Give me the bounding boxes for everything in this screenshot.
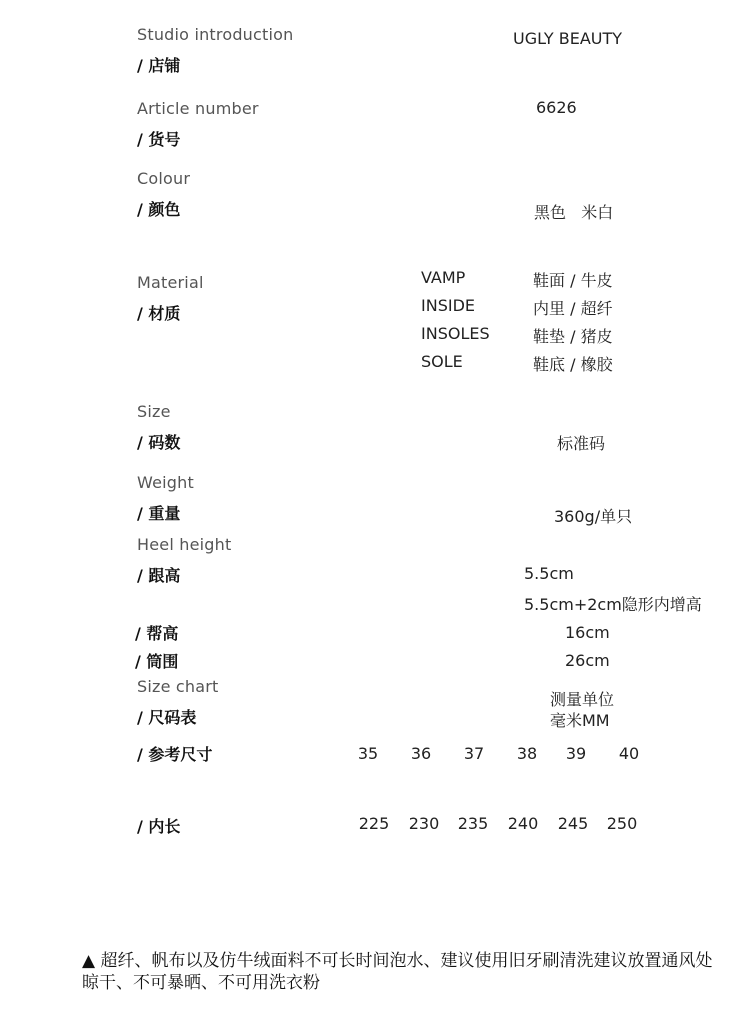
heel-label-cn: / 跟高: [137, 566, 181, 585]
size-chart-label-cn: / 尺码表: [137, 708, 197, 727]
size-chart-label-en: Size chart: [137, 677, 219, 696]
material-desc: 内里 / 超纤: [533, 299, 613, 318]
inner-length-value: 245: [557, 814, 589, 833]
studio-label-en: Studio introduction: [137, 25, 294, 44]
material-label-en: Material: [137, 273, 204, 292]
weight-label-en: Weight: [137, 473, 194, 492]
weight-label-cn: / 重量: [137, 504, 181, 523]
material-label-cn: / 材质: [137, 304, 181, 323]
inner-length-value: 235: [457, 814, 489, 833]
material-desc: 鞋面 / 牛皮: [533, 271, 613, 290]
size-value: 标准码: [557, 434, 606, 453]
colour-label-en: Colour: [137, 169, 191, 188]
studio-label-cn: / 店铺: [137, 56, 181, 75]
heel-value-2: 5.5cm+2cm隐形内增高: [524, 595, 702, 614]
circumference-label-cn: / 筒围: [135, 652, 179, 671]
inner-length-value: 230: [408, 814, 440, 833]
weight-value: 360g/单只: [554, 507, 633, 526]
article-label-cn: / 货号: [137, 130, 181, 149]
inner-length-value: 250: [606, 814, 638, 833]
size-label-cn: / 码数: [137, 433, 181, 452]
heel-label-en: Heel height: [137, 535, 232, 554]
reference-size-value: 40: [618, 744, 640, 763]
reference-size-value: 36: [410, 744, 432, 763]
reference-size-value: 35: [357, 744, 379, 763]
size-chart-unit-line2: 毫米MM: [550, 711, 610, 730]
shaft-label-cn: / 帮高: [135, 624, 179, 643]
circumference-value: 26cm: [565, 651, 610, 670]
colour-value: 黑色 米白: [534, 203, 614, 222]
material-part: INSIDE: [421, 296, 475, 315]
article-value: 6626: [536, 98, 577, 117]
material-desc: 鞋垫 / 猪皮: [533, 327, 613, 346]
inner-length-value: 225: [358, 814, 390, 833]
shaft-value: 16cm: [565, 623, 610, 642]
reference-size-value: 38: [516, 744, 538, 763]
heel-value-1: 5.5cm: [524, 564, 574, 583]
material-part: SOLE: [421, 352, 463, 371]
article-label-en: Article number: [137, 99, 259, 118]
care-note: ▲ 超纤、帆布以及仿牛绒面料不可长时间泡水、建议使用旧牙刷清洗建议放置通风处晾干、不可暴晒、不可用洗衣粉: [82, 951, 713, 993]
inner-length-label: / 内长: [137, 817, 181, 836]
reference-size-value: 37: [463, 744, 485, 763]
size-chart-unit-line1: 测量单位: [550, 690, 615, 709]
colour-label-cn: / 颜色: [137, 200, 181, 219]
size-label-en: Size: [137, 402, 171, 421]
studio-value: UGLY BEAUTY: [513, 29, 623, 48]
material-desc: 鞋底 / 橡胶: [533, 355, 613, 374]
material-part: VAMP: [421, 268, 466, 287]
reference-size-label: / 参考尺寸: [137, 745, 213, 764]
inner-length-value: 240: [507, 814, 539, 833]
reference-size-value: 39: [565, 744, 587, 763]
material-part: INSOLES: [421, 324, 490, 343]
